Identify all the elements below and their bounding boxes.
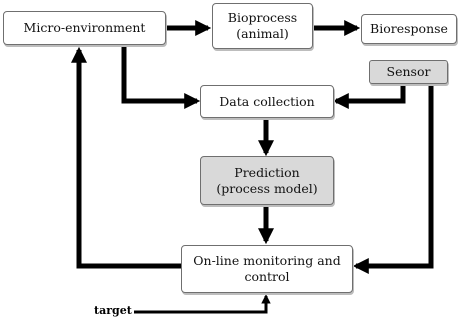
arrow-bioresponse-to-monitoring (356, 84, 431, 266)
node-bioprocess: Bioprocess (animal) (212, 3, 313, 49)
node-micro-environment: Micro-environment (3, 11, 166, 45)
node-online-monitoring-control: On-line monitoring and control (181, 245, 353, 293)
node-sensor: Sensor (369, 60, 448, 84)
node-prediction: Prediction (process model) (200, 156, 334, 205)
arrow-target-to-monitoring (134, 296, 266, 312)
node-bioresponse: Bioresponse (361, 14, 457, 44)
arrow-sensor-to-data-collection (336, 84, 403, 101)
arrow-monitoring-to-micro (79, 50, 181, 266)
arrow-micro-to-data-collection (124, 45, 197, 101)
node-data-collection: Data collection (200, 85, 334, 118)
target-label: target (94, 304, 132, 317)
